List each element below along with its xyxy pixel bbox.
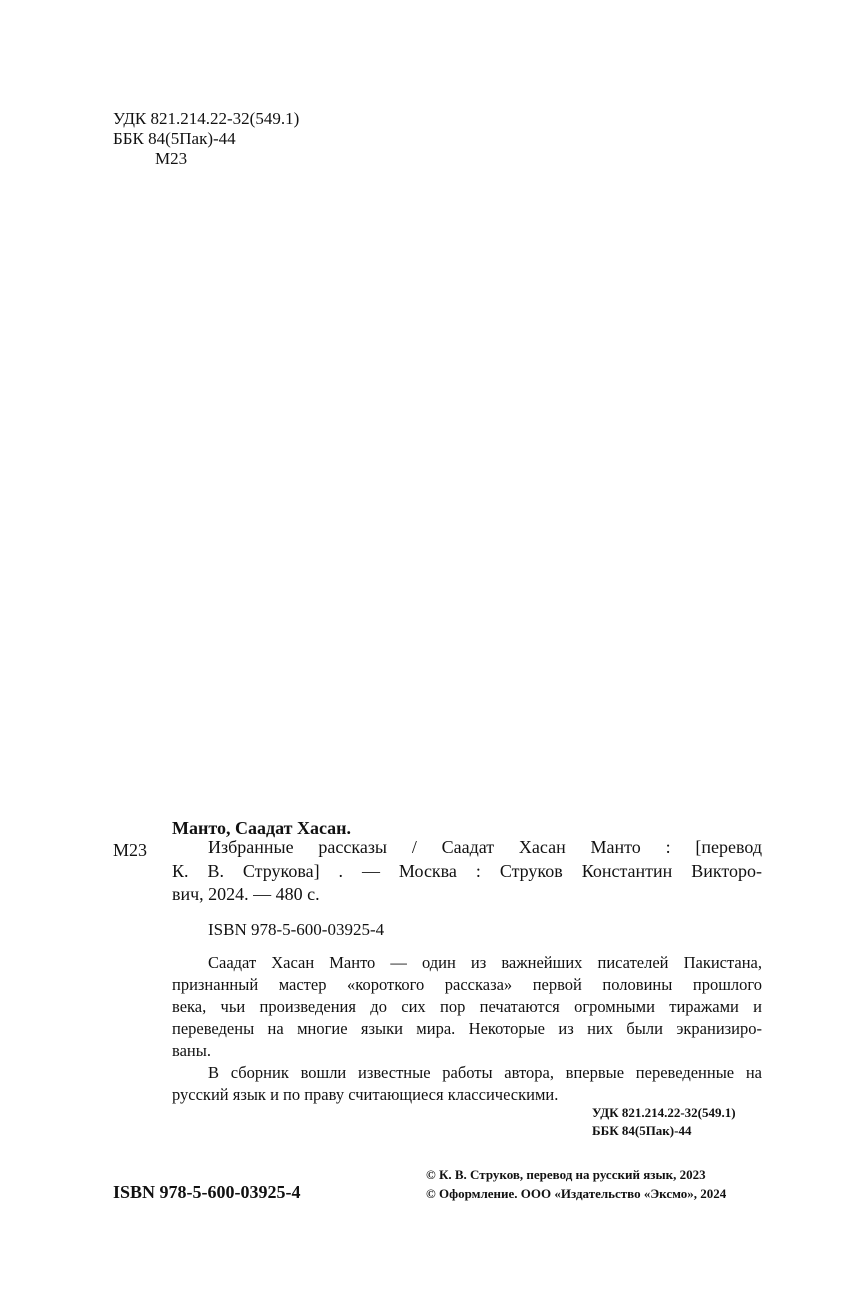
description-line: вич, 2024. — 480 с. [172,884,320,904]
entry-author-sign: М23 [113,840,148,860]
bottom-classification-codes [592,1104,736,1140]
annotation-line: Саадат Хасан Манто — один из важнейших писателей Пакистана, [208,953,762,972]
annotation-line: В сборник вошли известные работы автора, впервые переведенные на [208,1063,762,1082]
description-line: К. В. Струкова] . — Москва : Струков Константин Викторо- [172,860,762,881]
bottom-udk-code: УДК 821.214.22-32(549.1) [592,1105,736,1120]
entry-isbn: ISBN 978-5-600-03925-4 [208,920,385,939]
description-line: Избранные рассказы / Саадат Хасан Манто : [перевод [208,837,762,857]
annotation [172,952,762,1106]
annotation-line: русский язык и по праву считающиеся классическими. [172,1085,559,1104]
annotation-line: признанный мастер «короткого рассказа» первой половины прошлого [172,975,762,994]
bottom-bbk-code: ББК 84(5Пак)-44 [592,1123,692,1138]
copyright-block [426,1165,726,1203]
annotation-line: ваны. [172,1041,211,1060]
author-heading: Манто, Саадат Хасан. [172,818,352,838]
copyright-design: © Оформление. ООО «Издательство «Эксмо», 2024 [426,1186,727,1201]
top-udk-code: УДК 821.214.22-32(549.1) [113,109,300,128]
top-author-sign: М23 [155,149,188,168]
annotation-line: переведены на многие языки мира. Некоторые из них были экранизиро- [172,1019,762,1038]
footer-isbn: ISBN 978-5-600-03925-4 [113,1182,301,1202]
top-classification-codes [113,109,299,169]
bibliographic-description [172,836,762,907]
annotation-line: века, чьи произведения до сих пор печатаются огромными тиражами и [172,997,762,1016]
top-bbk-code: ББК 84(5Пак)-44 [113,129,236,148]
copyright-translation: © К. В. Струков, перевод на русский язык, 2023 [426,1167,706,1182]
